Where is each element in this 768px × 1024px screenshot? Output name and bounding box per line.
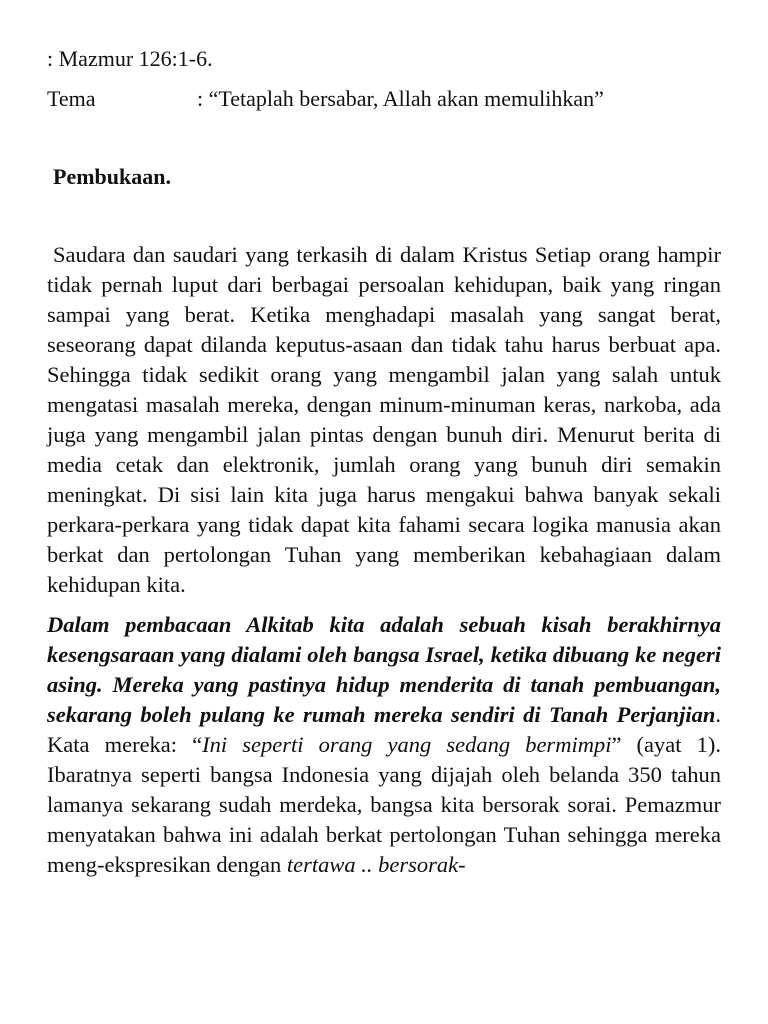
paragraph-text-part-1: . Kata mereka: “ [47,702,721,757]
theme-line [47,84,721,114]
quote-italic: Ini seperti orang yang sedang bermimpi [202,732,612,757]
paragraph-text-part-2: ” (ayat 1). Ibaratnya seperti bangsa Indonesia yang dijajah oleh belanda 350 tahun lamanya sekarang sudah merdeka, bangsa kita bersorak sorai. Pemazmur menyatakan bahwa ini adalah berkat pertolongan Tuhan sehingga mereka meng-ekspresikan dengan [47,732,722,877]
theme-value: : “Tetaplah bersabar, Allah akan memulihkan” [197,86,604,111]
scripture-summary-bold-italic: Dalam pembacaan Alkitab kita adalah sebuah kisah berakhirnya kesengsaraan yang dialami oleh bangsa Israel, ketika dibuang ke negeri asing. Mereka yang pastinya hidup menderita di tanah pembuangan, sekarang boleh pulang ke rumah mereka sendiri di Tanah Perjanjian [47,612,721,727]
paragraph-opening: Saudara dan saudari yang terkasih di dalam Kristus Setiap orang hampir tidak pernah luput dari berbagai persoalan kehidupan, baik yang ringan sampai yang berat. Ketika menghadapi masalah yang sangat berat, seseorang dapat dilanda keputus-asaan dan tidak tahu harus berbuat apa. Sehingga tidak sedikit orang yang mengambil jalan yang salah untuk mengatasi masalah mereka, dengan minum-minuman keras, narkoba, ada juga yang mengambil jalan pintas dengan bunuh diri. Menurut berita di media cetak dan elektronik, jumlah orang yang bunuh diri semakin meningkat. Di sisi lain kita juga harus mengakui bahwa banyak sekali perkara-perkara yang tidak dapat kita fahami secara logika manusia akan berkat dan pertolongan Tuhan yang memberikan kebahagiaan dalam kehidupan kita. [47,242,721,597]
ending-italic: tertawa .. bersorak- [286,852,466,877]
paragraph-scripture [47,610,721,880]
section-heading: Pembukaan. [53,164,171,189]
theme-label: Tema [47,86,96,111]
scripture-reference: : Mazmur 126:1-6. [47,46,213,71]
